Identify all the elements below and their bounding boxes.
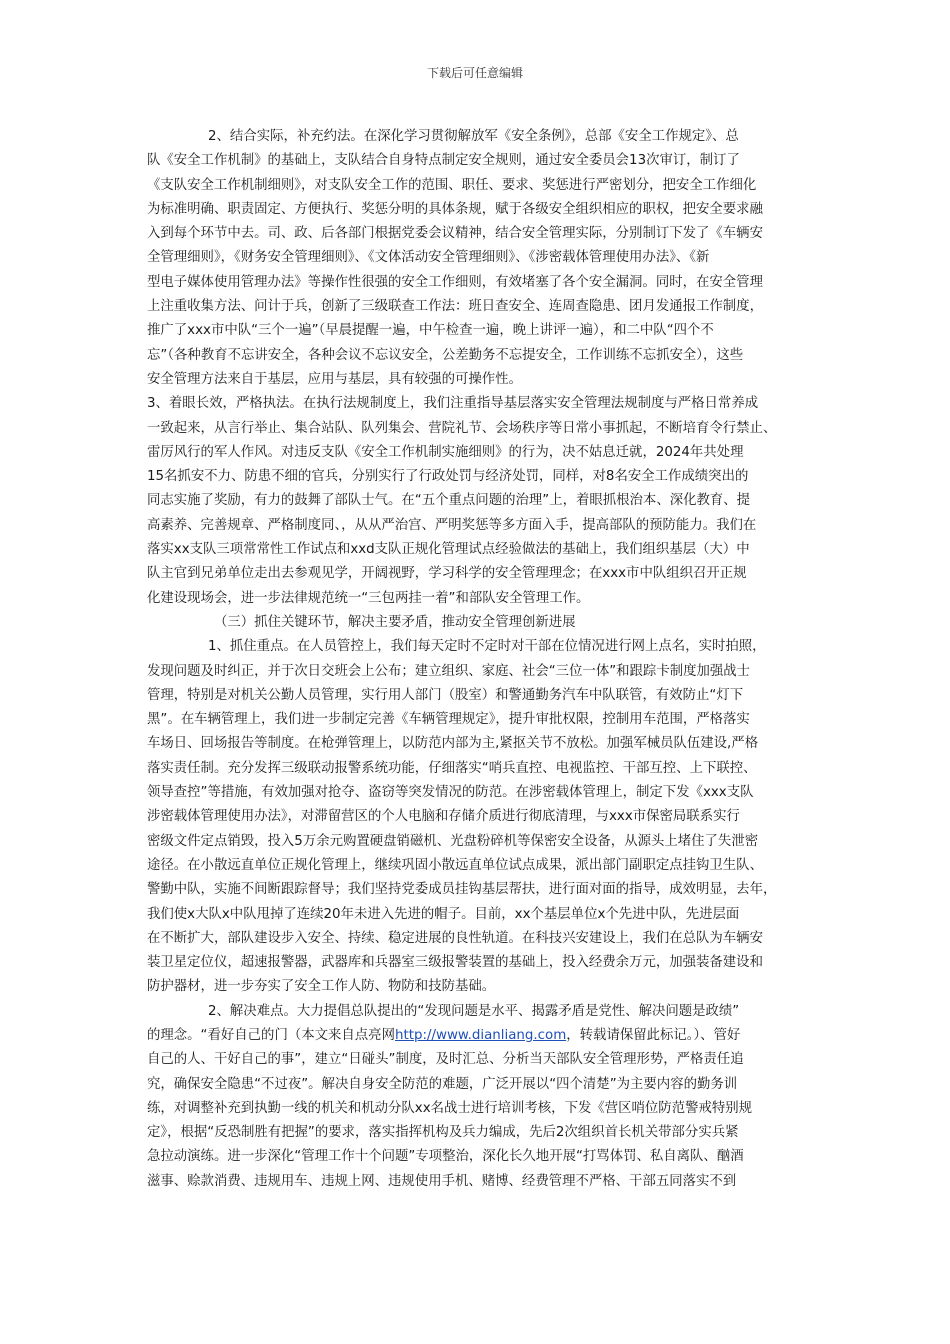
text-line	[147, 1024, 813, 1048]
text-line: 2、解决难点。大力提倡总队提出的“发现问题是水平、揭露矛盾是党性、解决问题是政绩”	[208, 1003, 740, 1019]
text-line: 防护器材，进一步夯实了安全工作人防、物防和技防基础。	[147, 979, 496, 995]
section-heading-3	[147, 611, 813, 635]
text-line: 15名抓安不力、防患不细的官兵，分别实行了行政处罚与经济处罚，同样，对8名安全工作成绩突出的	[147, 469, 749, 485]
text-line: 化建设现场会，进一步法律规范统一“三包两挂一着”和部队安全管理工作。	[147, 590, 590, 606]
para-2-combine	[147, 125, 813, 392]
document-body	[147, 125, 813, 1194]
text-line: 滋事、赊款消费、违规用车、违规上网、违规使用手机、赌博、经费管理不严格、干部五同落实不到	[147, 1173, 737, 1189]
text-line: 上注重收集方法、问计于兵，创新了三级联查工作法：班日查安全、连周查隐患、团月发通报工作制度，	[147, 299, 763, 315]
text-line: 1、抓住重点。在人员管控上，我们每天定时不定时对干部在位情况进行网上点名，实时拍照，	[208, 639, 766, 655]
text-line: 队《安全工作机制》的基础上，支队结合自身特点制定安全规则，通过安全委员会13次审订，制订了	[147, 153, 740, 169]
text-line: 警勤中队，实施不间断跟踪督导；我们坚持党委成员挂钩基层帮扶，进行面对面的指导，成效明显，去年，	[147, 882, 777, 898]
text-line: 全管理细则》，《财务安全管理细则》、《文体活动安全管理细则》、《涉密载体管理使用办法》、《新	[147, 250, 710, 266]
text-line: 急拉动演练。进一步深化“管理工作十个问题”专项整治，深化长久地开展“打骂体罚、私自离队、酗酒	[147, 1149, 744, 1165]
text-line: 自己的人、干好自己的事”，建立“日碰头”制度，及时汇总、分析当天部队安全管理形势，严格责任追	[147, 1052, 744, 1068]
text-line: 落实责任制。充分发挥三级联动报警系统功能，仔细落实“哨兵直控、电视监控、干部互控、上下联控、	[147, 760, 757, 776]
text-line: 同志实施了奖励，有力的鼓舞了部队士气。在“五个重点问题的治理”上，着眼抓根治本、深化教育、提	[147, 493, 751, 509]
para-1-focus	[147, 635, 813, 999]
text-line: 密级文件定点销毁，投入5万余元购置硬盘销磁机、光盘粉碎机等保密安全设备，从源头上堵住了失泄密	[147, 833, 759, 849]
text-line: 发现问题及时纠正，并于次日交班会上公布；建立组织、家庭、社会“三位一体”和跟踪卡制度加强战士	[147, 663, 751, 679]
text-line: 推广了xxx市中队“三个一遍”（早晨提醒一遍，中午检查一遍，晚上讲评一遍），和二中队“四个不	[147, 323, 714, 339]
text-line: 黑”。在车辆管理上，我们进一步制定完善《车辆管理规定》，提升审批权限，控制用车范围，严格落实	[147, 712, 750, 728]
text-line: 3、着眼长效，严格执法。在执行法规制度上，我们注重指导基层落实安全管理法规制度与严格日常养成	[147, 396, 759, 412]
para-2-solve	[147, 1000, 813, 1194]
text-line: 《支队安全工作机制细则》，对支队安全工作的范围、职任、要求、奖惩进行严密划分，把安全工作细化	[147, 177, 757, 193]
text-line: 一致起来，从言行举止、集合站队、队列集会、营院礼节、会场秩序等日常小事抓起，不断培育令行禁止、	[147, 420, 777, 436]
text-line: 安全管理方法来自于基层，应用与基层，具有较强的可操作性。	[147, 371, 522, 387]
text-line: 忘”（各种教育不忘讲安全，各种会议不忘议安全，公差勤务不忘提安全，工作训练不忘抓安全），这些	[147, 347, 744, 363]
text-line: 入到每个环节中去。司、政、后各部门根据党委会议精神，结合安全管理实际，分别制订下发了《车辆安	[147, 226, 763, 242]
text-line: 型电子媒体使用管理办法》等操作性很强的安全工作细则，有效堵塞了各个安全漏洞。同时，在安全管理	[147, 274, 763, 290]
text-line: 高素养、完善规章、严格制度同、，从从严治宫、严明奖惩等多方面入手，提高部队的预防能力。我们在	[147, 517, 757, 533]
text-line: 落实xx支队三项常常性工作试点和xxd支队正规化管理试点经验做法的基础上，我们组织基层（大）中	[147, 542, 750, 558]
text-line: 究，确保安全隐患“不过夜”。解决自身安全防范的难题，广泛开展以“四个清楚”为主要内容的勤务训	[147, 1076, 738, 1092]
page-header: 下载后可任意编辑	[426, 66, 523, 80]
text-line: （三）抓住关键环节，解决主要矛盾，推动安全管理创新进展	[214, 614, 576, 630]
para-3-enforce	[147, 392, 813, 611]
text-line: 管理，特别是对机关公勤人员管理，实行用人部门（股室）和警通勤务汽车中队联管，有效防止“灯下	[147, 687, 744, 703]
text-line: 为标准明确、职责固定、方便执行、奖惩分明的具体条规，赋于各级安全组织相应的职权，把安全要求融	[147, 201, 763, 217]
text-line: 练，对调整补充到执勤一线的机关和机动分队xx名战士进行培训考核，下发《营区哨位防范警戒特别规	[147, 1100, 753, 1116]
text-line: 我们使x大队x中队甩掉了连续20年未进入先进的帽子。目前，xx个基层单位x个先进中队，先进层面	[147, 906, 740, 922]
text-line: 定》，根据“反恐制胜有把握”的要求，落实指挥机构及兵力编成，先后2次组织首长机关带部分实兵紧	[147, 1125, 739, 1141]
source-link[interactable]: http://www.dianliang.com	[394, 1027, 567, 1043]
text-line: 领导查控”等措施，有效加强对抢夺、盗窃等突发情况的防范。在涉密载体管理上，制定下发《xxx支队	[147, 785, 754, 801]
text-line: 2、结合实际，补充约法。在深化学习贯彻解放军《安全条例》，总部《安全工作规定》、总	[208, 129, 739, 144]
text-line: 车场日、回场报告等制度。在枪弹管理上，以防范内部为主,紧抠关节不放松。加强军械员队伍建设,严格	[147, 736, 759, 752]
text-line: 队主官到兄弟单位走出去参观见学，开阔视野，学习科学的安全管理理念；在xxx市中队组织召开正规	[147, 566, 747, 582]
link-line-after: ，转载请保留此标记。）、管好	[566, 1027, 741, 1043]
link-line-before: 的理念。“看好自己的门（本文来自点亮网	[147, 1027, 395, 1043]
text-line: 雷厉风行的军人作风。对违反支队《安全工作机制实施细则》的行为，决不姑息迁就，2024年共处理	[147, 444, 744, 460]
text-line: 装卫星定位仪，超速报警器，武器库和兵器室三级报警装置的基础上，投入经费余万元，加强装备建设和	[147, 955, 763, 971]
text-line: 在不断扩大，部队建设步入安全、持续、稳定进展的良性轨道。在科技兴安建设上，我们在总队为车辆安	[147, 930, 763, 946]
text-line: 涉密载体管理使用办法》，对滞留营区的个人电脑和存储介质进行彻底清理，与xxx市保密局联系实行	[147, 809, 740, 825]
text-line: 途径。在小散远直单位正规化管理上，继续巩固小散远直单位试点成果，派出部门副职定点挂钩卫生队、	[147, 857, 763, 873]
